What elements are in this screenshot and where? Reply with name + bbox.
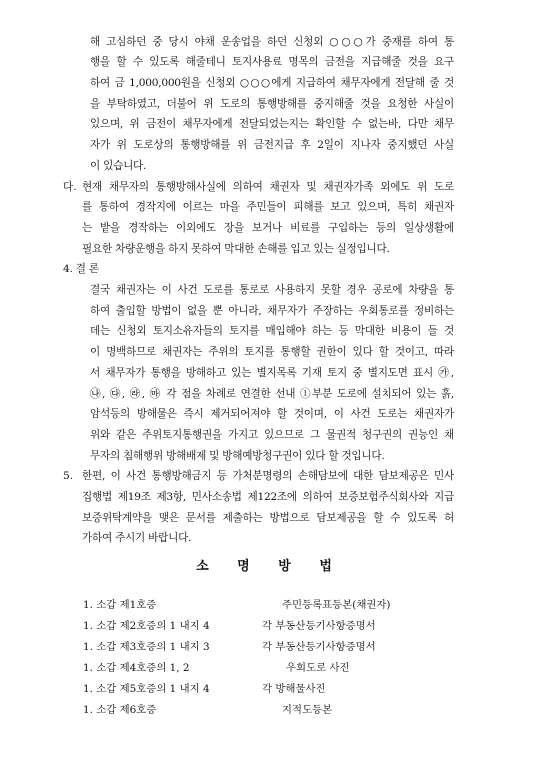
evidence-desc: 지적도등본 bbox=[282, 704, 333, 716]
text-line: 서 채무자가 통행을 방해하고 있는 별지목록 기재 토지 중 별지도면 표시 ㉮, bbox=[90, 366, 454, 379]
text-line: 를 통하여 경작지에 이르는 마을 주민들이 피해를 보고 있으며, 특히 채권자 bbox=[82, 201, 454, 214]
text-line: 한편, 이 사건 통행방해금지 등 가처분명령의 손해담보에 대한 담보제공은 민사 bbox=[82, 470, 454, 483]
evidence-item: 1. 소갑 제5호증의 1 내지 4 bbox=[83, 683, 210, 695]
evidence-item: 1. 소갑 제4호증의 1, 2 bbox=[83, 662, 190, 674]
text-line: 필요한 차량운행을 하지 못하여 막대한 손해를 입고 있는 실정입니다. bbox=[82, 242, 390, 255]
text-line: 는 밭을 경작하는 이외에도 장을 보거나 비료를 구입하는 등의 일상생활에 bbox=[82, 221, 454, 234]
text-line: 암석등의 방해물은 즉시 제거되어져야 할 것이며, 이 사건 도로는 채권자가 bbox=[90, 408, 454, 421]
evidence-desc: 각 부동산등기사항증명서 bbox=[262, 620, 376, 632]
evidence-item: 1. 소갑 제3호증의 1 내지 3 bbox=[83, 641, 210, 653]
text-line: 이 명백하므로 채권자는 주위의 토지를 통행할 권한이 있다 할 것이고, 따라 bbox=[90, 346, 454, 359]
text-line: 현재 채무자의 통행방해사실에 의하여 채권자 및 채권자가족 외에도 위 도로 bbox=[82, 180, 454, 193]
text-line: 하여 출입할 방법이 없을 뿐 아니라, 채무자가 주장하는 우회통로를 정비하는 bbox=[90, 304, 454, 317]
text-line: 이 있습니다. bbox=[90, 159, 147, 172]
text-line: 을 부탁하였고, 더불어 위 도로의 통행방해를 중지해줄 것을 요청한 사실이 bbox=[90, 97, 454, 110]
text-line: 데는 신청외 토지소유자들의 토지를 매입해야 하는 등 막대한 비용이 들 것 bbox=[90, 325, 454, 338]
evidence-item: 1. 소갑 제2호증의 1 내지 4 bbox=[83, 620, 210, 632]
text-line: 자가 위 도로상의 통행방해를 위 금전지급 후 2일이 지나자 중지했던 사실 bbox=[90, 139, 454, 152]
section-heading: 4. 결 론 bbox=[63, 263, 99, 276]
text-line: 보증위탁계약을 맺은 문서를 제출하는 방법으로 담보제공을 할 수 있도록 허 bbox=[82, 511, 454, 524]
evidence-desc: 우회도로 사진 bbox=[286, 662, 350, 674]
evidence-desc: 주민등록표등본(채권자) bbox=[282, 599, 391, 611]
list-marker: 다. bbox=[63, 180, 77, 193]
text-line: 있으며, 위 금전이 채무자에게 전달되었는지는 확인할 수 없는바, 다만 채무 bbox=[90, 118, 454, 131]
evidence-desc: 각 부동산등기사항증명서 bbox=[262, 641, 376, 653]
text-line: 해 고심하던 중 당시 야채 운송업을 하던 신청외 ○○○가 중재를 하여 통 bbox=[90, 35, 454, 48]
text-line: 행을 할 수 있도록 해줄테니 토지사용료 명목의 금전을 지급해줄 것을 요구 bbox=[90, 56, 454, 69]
text-line: 집행법 제19조 제3항, 민사소송법 제122조에 의하여 보증보험주식회사와 지급 bbox=[82, 491, 454, 503]
evidence-title: 소 명 방 법 bbox=[196, 559, 344, 574]
text-line: 하여 금 1,000,000원을 신청외 ○○○에게 지급하여 채무자에게 전달해 줄 것 bbox=[90, 77, 454, 89]
list-marker: 5. bbox=[63, 470, 74, 483]
evidence-item: 1. 소갑 제1호증 bbox=[83, 599, 157, 611]
text-line: 위와 같은 주위토지통행권을 가지고 있으므로 그 물권적 청구권의 권능인 채 bbox=[90, 428, 454, 441]
evidence-desc: 각 방해물사진 bbox=[262, 683, 326, 695]
text-line: 무자의 침해행위 방해배제 및 방해예방청구권이 있다 할 것입니다. bbox=[90, 449, 385, 462]
text-line: 결국 채권자는 이 사건 도로를 통로로 사용하지 못할 경우 공로에 차량을 통 bbox=[90, 284, 454, 296]
text-line: ㉯, ㉰, ㉱, ㉲ 각 점을 차례로 연결한 선내 ①부분 도로에 설치되어 있는 흙, bbox=[90, 387, 454, 400]
evidence-item: 1. 소갑 제6호증 bbox=[83, 704, 157, 716]
text-line: 가하여 주시기 바랍니다. bbox=[82, 532, 192, 545]
